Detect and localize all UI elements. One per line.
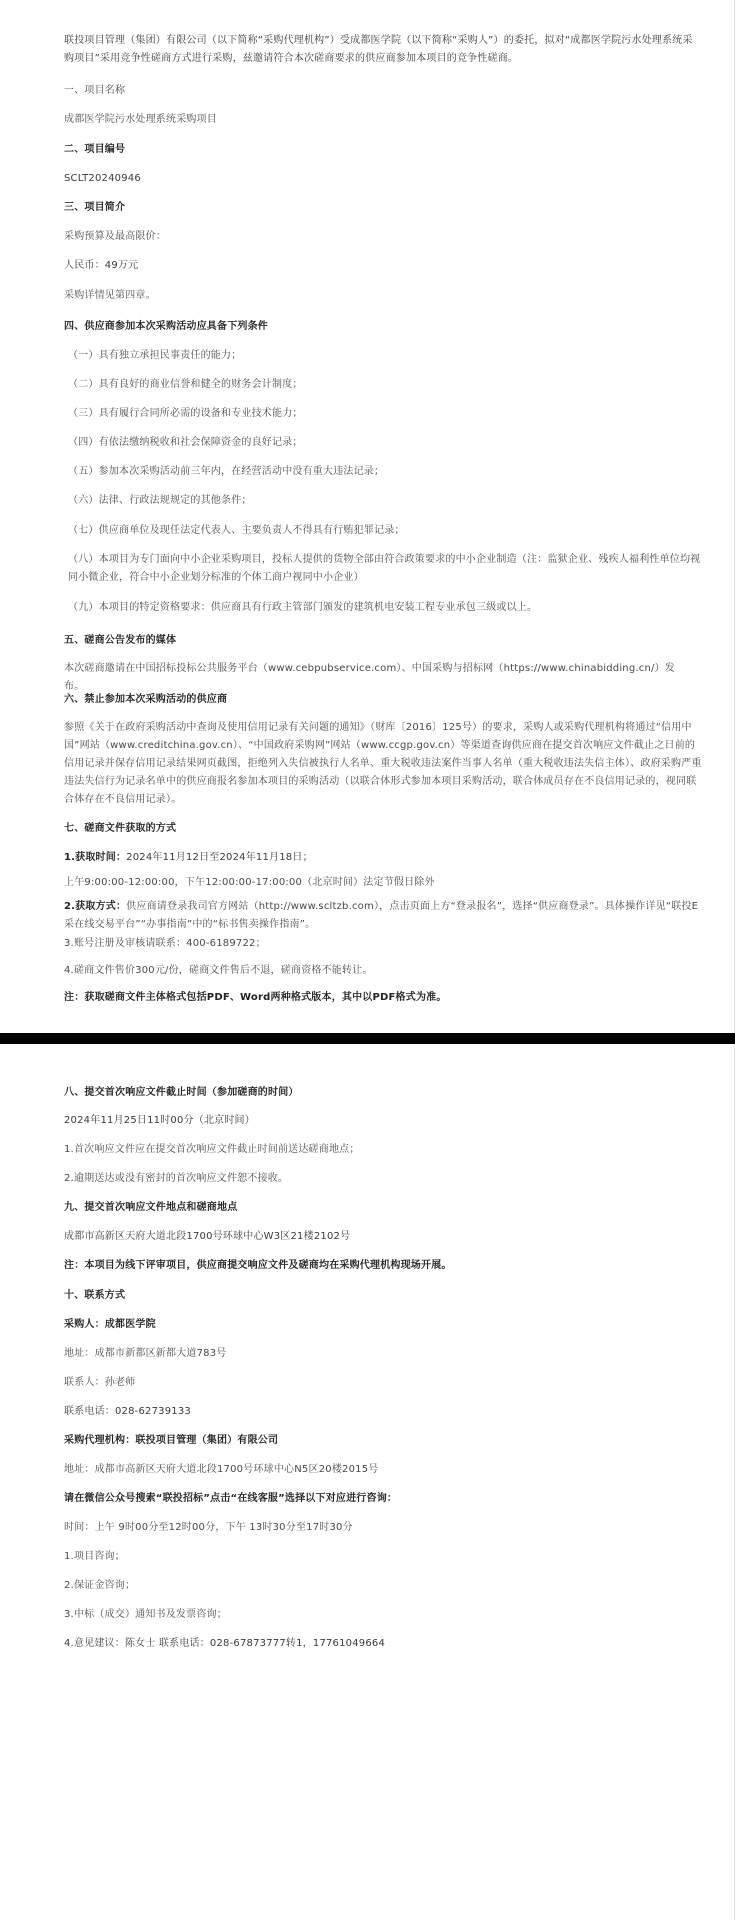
register-phone: 3.账号注册及审核请联系：400-6189722； — [64, 938, 266, 949]
consult-item-1: 1.项目咨询； — [64, 1551, 125, 1562]
consult-item-4: 4.意见建议：陈女士 联系电话：028-67873777转1，17761049664 — [64, 1638, 386, 1649]
requirement-item-7: （七）供应商单位及现任法定代表人、主要负责人不得具有行贿犯罪记录； — [68, 525, 405, 536]
project-number: SCLT20240946 — [64, 173, 141, 184]
deadline-item-2: 2.逾期送达或没有密封的首次响应文件恕不接收。 — [64, 1173, 289, 1184]
agent-label: 采购代理机构：联投项目管理（集团）有限公司 — [64, 1435, 279, 1446]
page-separator — [0, 1033, 735, 1044]
section-5-title: 五、磋商公告发布的媒体 — [64, 635, 177, 646]
service-hours: 时间：上午 9时00分至12时00分，下午 13时30分至17时30分 — [64, 1522, 353, 1533]
requirement-item-8: （八）本项目为专门面向中小企业采购项目，投标人提供的货物全部由符合政策要求的中小企业制造（注：监狱企业、残疾人福利性单位均视同小微企业，符合中小企业划分标准的个体工商户视同中小企业） — [68, 554, 701, 583]
budget-value: 人民币：49万元 — [64, 260, 139, 271]
requirement-item-6: （六）法律、行政法规规定的其他条件； — [68, 495, 252, 506]
requirement-item-9: （九）本项目的特定资格要求：供应商具有行政主管部门颁发的建筑机电安装工程专业承包三级或以上。 — [68, 602, 538, 613]
submission-address: 成都市高新区天府大道北段1700号环球中心W3区21楼2102号 — [64, 1231, 351, 1242]
buyer-address: 地址：成都市新都区新都大道783号 — [64, 1348, 227, 1359]
buyer-phone: 联系电话：028-62739133 — [64, 1406, 191, 1417]
requirement-item-4: （四）有依法缴纳税收和社会保障资金的良好记录； — [68, 437, 303, 448]
acquire-time: 1.获取时间：2024年11月12日至2024年11月18日； — [64, 852, 313, 863]
deadline-item-1: 1.首次响应文件应在提交首次响应文件截止时间前送达磋商地点； — [64, 1144, 360, 1155]
purchase-detail: 采购详情见第四章。 — [64, 290, 156, 301]
prohibition-text: 参照《关于在政府采购活动中查询及使用信用记录有关问题的通知》（财库〔2016〕125号）的要求，采购人或采购代理机构将通过“信用中国”网站（www.creditchina.gov.cn）、“中国政府采购网”网站（www.ccgp.gov.cn）等渠道查询供应商在提交首次响应文件截止之日前的信用记录并保存信用记录结果网页截图，拒绝列入失信被执行人名单、重大税收违法案件当事人名单（重大税收违法失信主体）、政府采购严重违法失信行为记录名单中的供应商报名参加本项目的采购活动（以联合体形式参加本项目采购活动，联合体成员存在不良信用记录的，视同联合体存在不良信用记录）。 — [64, 722, 702, 805]
acquire-hours: 上午9:00:00-12:00:00，下午12:00:00-17:00:00（北京时间）法定节假日除外 — [64, 877, 435, 888]
document-price: 4.磋商文件售价300元/份，磋商文件售后不退，磋商资格不能转让。 — [64, 965, 373, 976]
project-name: 成都医学院污水处理系统采购项目 — [64, 114, 217, 125]
section-6-title: 六、禁止参加本次采购活动的供应商 — [64, 694, 228, 705]
media-text: 本次磋商邀请在中国招标投标公共服务平台（www.cebpubservice.com）、中国采购与招标网（https://www.chinabidding.cn/）发布。 — [64, 663, 675, 692]
section-4-title: 四、供应商参加本次采购活动应具备下列条件 — [64, 321, 268, 332]
section-8-title: 八、提交首次响应文件截止时间（参加磋商的时间） — [64, 1087, 299, 1098]
buyer-contact: 联系人：孙老师 — [64, 1377, 136, 1388]
agent-address: 地址：成都市高新区天府大道北段1700号环球中心N5区20楼2015号 — [64, 1464, 379, 1475]
requirement-item-3: （三）具有履行合同所必需的设备和专业技术能力； — [68, 408, 303, 419]
format-note: 注：获取磋商文件主体格式包括PDF、Word两种格式版本，其中以PDF格式为准。 — [64, 992, 447, 1003]
requirement-item-5: （五）参加本次采购活动前三年内，在经营活动中没有重大违法记录； — [68, 466, 385, 477]
section-1-title: 一、项目名称 — [64, 85, 126, 96]
requirement-item-1: （一）具有独立承担民事责任的能力； — [68, 350, 242, 361]
consult-item-2: 2.保证金咨询； — [64, 1580, 136, 1591]
section-10-title: 十、联系方式 — [64, 1290, 126, 1301]
buyer-label: 采购人：成都医学院 — [64, 1319, 156, 1330]
deadline-time: 2024年11月25日11时00分（北京时间） — [64, 1115, 255, 1126]
section-7-title: 七、磋商文件获取的方式 — [64, 823, 177, 834]
consult-item-3: 3.中标（成交）通知书及发票咨询； — [64, 1609, 227, 1620]
section-9-title: 九、提交首次响应文件地点和磋商地点 — [64, 1202, 238, 1213]
section-3-title: 三、项目简介 — [64, 202, 126, 213]
wechat-note: 请在微信公众号搜索“联投招标”点击“在线客服”选择以下对应进行咨询： — [64, 1493, 398, 1504]
intro-text: 联投项目管理（集团）有限公司（以下简称“采购代理机构”）受成都医学院（以下简称“采购人”）的委托，拟对“成都医学院污水处理系统采购项目”采用竞争性磋商方式进行采购，兹邀请符合本次磋商要求的供应商参加本项目的竞争性磋商。 — [64, 35, 693, 64]
intro-paragraph — [0, 32, 735, 68]
document-page-2 — [0, 1044, 735, 1920]
requirement-item-2: （二）具有良好的商业信誉和健全的财务会计制度； — [68, 379, 303, 390]
section-2-title: 二、项目编号 — [64, 144, 126, 155]
offline-note: 注：本项目为线下评审项目，供应商提交响应文件及磋商均在采购代理机构现场开展。 — [64, 1260, 452, 1271]
budget-label: 采购预算及最高限价： — [64, 231, 166, 242]
acquire-method: 2.获取方式：供应商请登录我司官方网站（http://www.scltzb.com），点击页面上方“登录报名”，选择“供应商登录”。具体操作详见“联投E采在线交易平台”“办事指南”中的“标书售卖操作指南”。 — [64, 901, 699, 930]
